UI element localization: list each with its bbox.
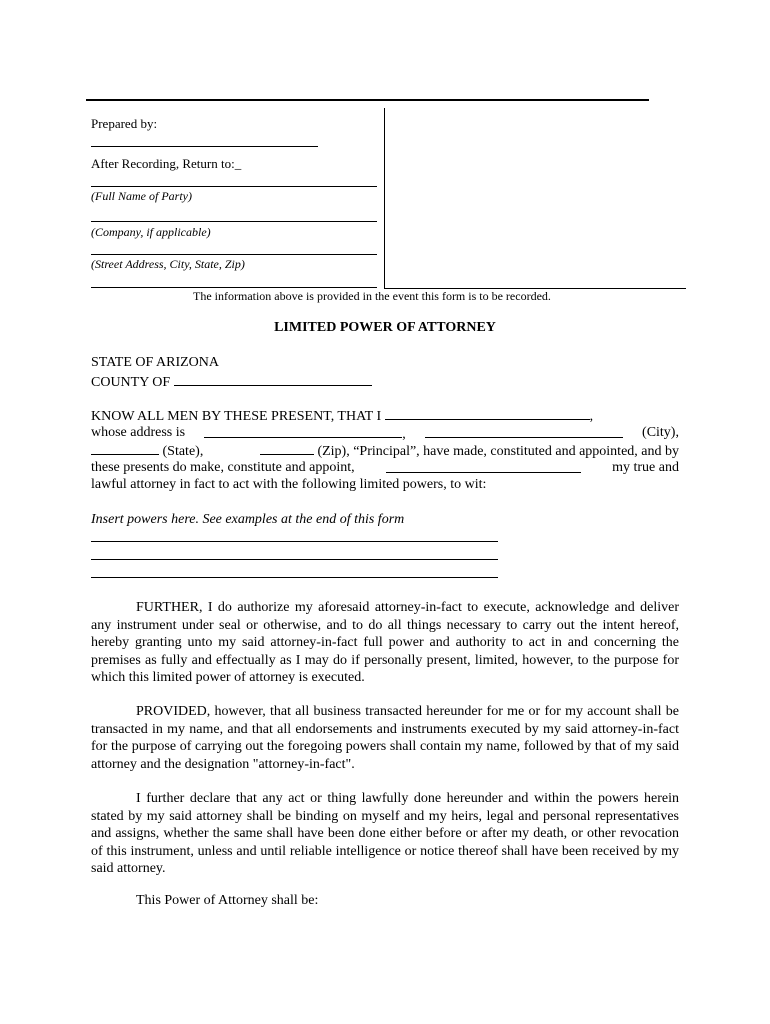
address-line — [91, 425, 679, 443]
header-divider — [384, 108, 385, 289]
powers-line-2 — [91, 559, 498, 560]
prepared-by-line — [91, 146, 318, 147]
my-true-text: my true and — [612, 460, 679, 475]
top-rule — [86, 99, 649, 101]
city-blank — [425, 425, 623, 438]
full-name-caption: (Full Name of Party) — [91, 189, 192, 203]
county-label: COUNTY OF — [91, 375, 171, 390]
address-blank-group — [204, 425, 406, 443]
powers-line-1 — [91, 541, 498, 542]
attorney-name-blank — [386, 460, 581, 473]
street-caption: (Street Address, City, State, Zip) — [91, 257, 245, 271]
info-note: The information above is provided in the event this form is to be recorded. — [193, 289, 551, 303]
state-label: (State), — [162, 444, 204, 459]
state-line: STATE OF ARIZONA — [91, 355, 219, 370]
appoint-line — [91, 460, 679, 476]
county-blank — [174, 373, 372, 386]
principal-name-blank — [385, 407, 590, 420]
state-zip-line — [91, 442, 679, 460]
zip-rest-text: (Zip), “Principal”, have made, constituted and appointed, and by — [317, 444, 679, 459]
street-line — [91, 254, 377, 255]
company-line — [91, 221, 377, 222]
know-all-comma: , — [589, 409, 594, 424]
county-line — [91, 373, 372, 391]
city-label: (City), — [642, 425, 679, 440]
whose-address-text: whose address is — [91, 425, 186, 440]
provided-paragraph: PROVIDED, however, that all business transacted hereunder for me or for my account shall be transacted in my name, and that all endorsements and instruments executed by my said attorney-in-fact for the purpose of carrying out the foregoing powers shall contain my name, followed by that of my said attorney and the designation "attorney-in-fact". — [91, 704, 679, 772]
document-title: LIMITED POWER OF ATTORNEY — [274, 320, 496, 335]
declare-paragraph: I further declare that any act or thing lawfully done hereunder and within the powers herein stated by my said attorney shall be binding on myself and my heirs, legal and personal representatives and assigns, whether the same shall have been done either before or after my death, or other revocation of this instrument, unless and until reliable intelligence or notice thereof shall have been received by my said attorney. — [91, 791, 679, 876]
zip-group — [260, 442, 679, 460]
after-recording-label — [91, 156, 241, 172]
zip-blank — [260, 442, 314, 455]
address-blank — [204, 425, 402, 438]
lawful-line: lawful attorney in fact to act with the following limited powers, to wit: — [91, 477, 487, 492]
prepared-by-label: Prepared by: — [91, 116, 158, 131]
know-all-line — [91, 407, 593, 425]
state-blank — [91, 442, 159, 455]
insert-powers-text: Insert powers here. See examples at the end of this form — [91, 512, 405, 527]
powers-line-3 — [91, 577, 498, 578]
after-recording-text: After Recording, Return to: — [91, 156, 235, 171]
full-name-line — [91, 186, 377, 187]
know-all-text: KNOW ALL MEN BY THESE PRESENT, THAT I — [91, 409, 382, 424]
further-paragraph: FURTHER, I do authorize my aforesaid attorney-in-fact to execute, acknowledge and deliver any instrument under seal or otherwise, and to do all things necessary to carry out the intent hereof, hereby granting unto my said attorney-in-fact full power and authority to act in and concerning the premises as fully and effectually as I may do if personally present, limited, however, to the purpose for which this limited power of attorney is executed. — [91, 600, 679, 685]
last-header-line — [91, 287, 377, 288]
these-presents-text: these presents do make, constitute and appoint, — [91, 460, 355, 475]
after-recording-mark: _ — [234, 156, 242, 171]
company-caption: (Company, if applicable) — [91, 225, 211, 239]
state-group — [91, 442, 203, 460]
address-comma: , — [402, 427, 406, 442]
this-power-text: This Power of Attorney shall be: — [136, 893, 319, 908]
